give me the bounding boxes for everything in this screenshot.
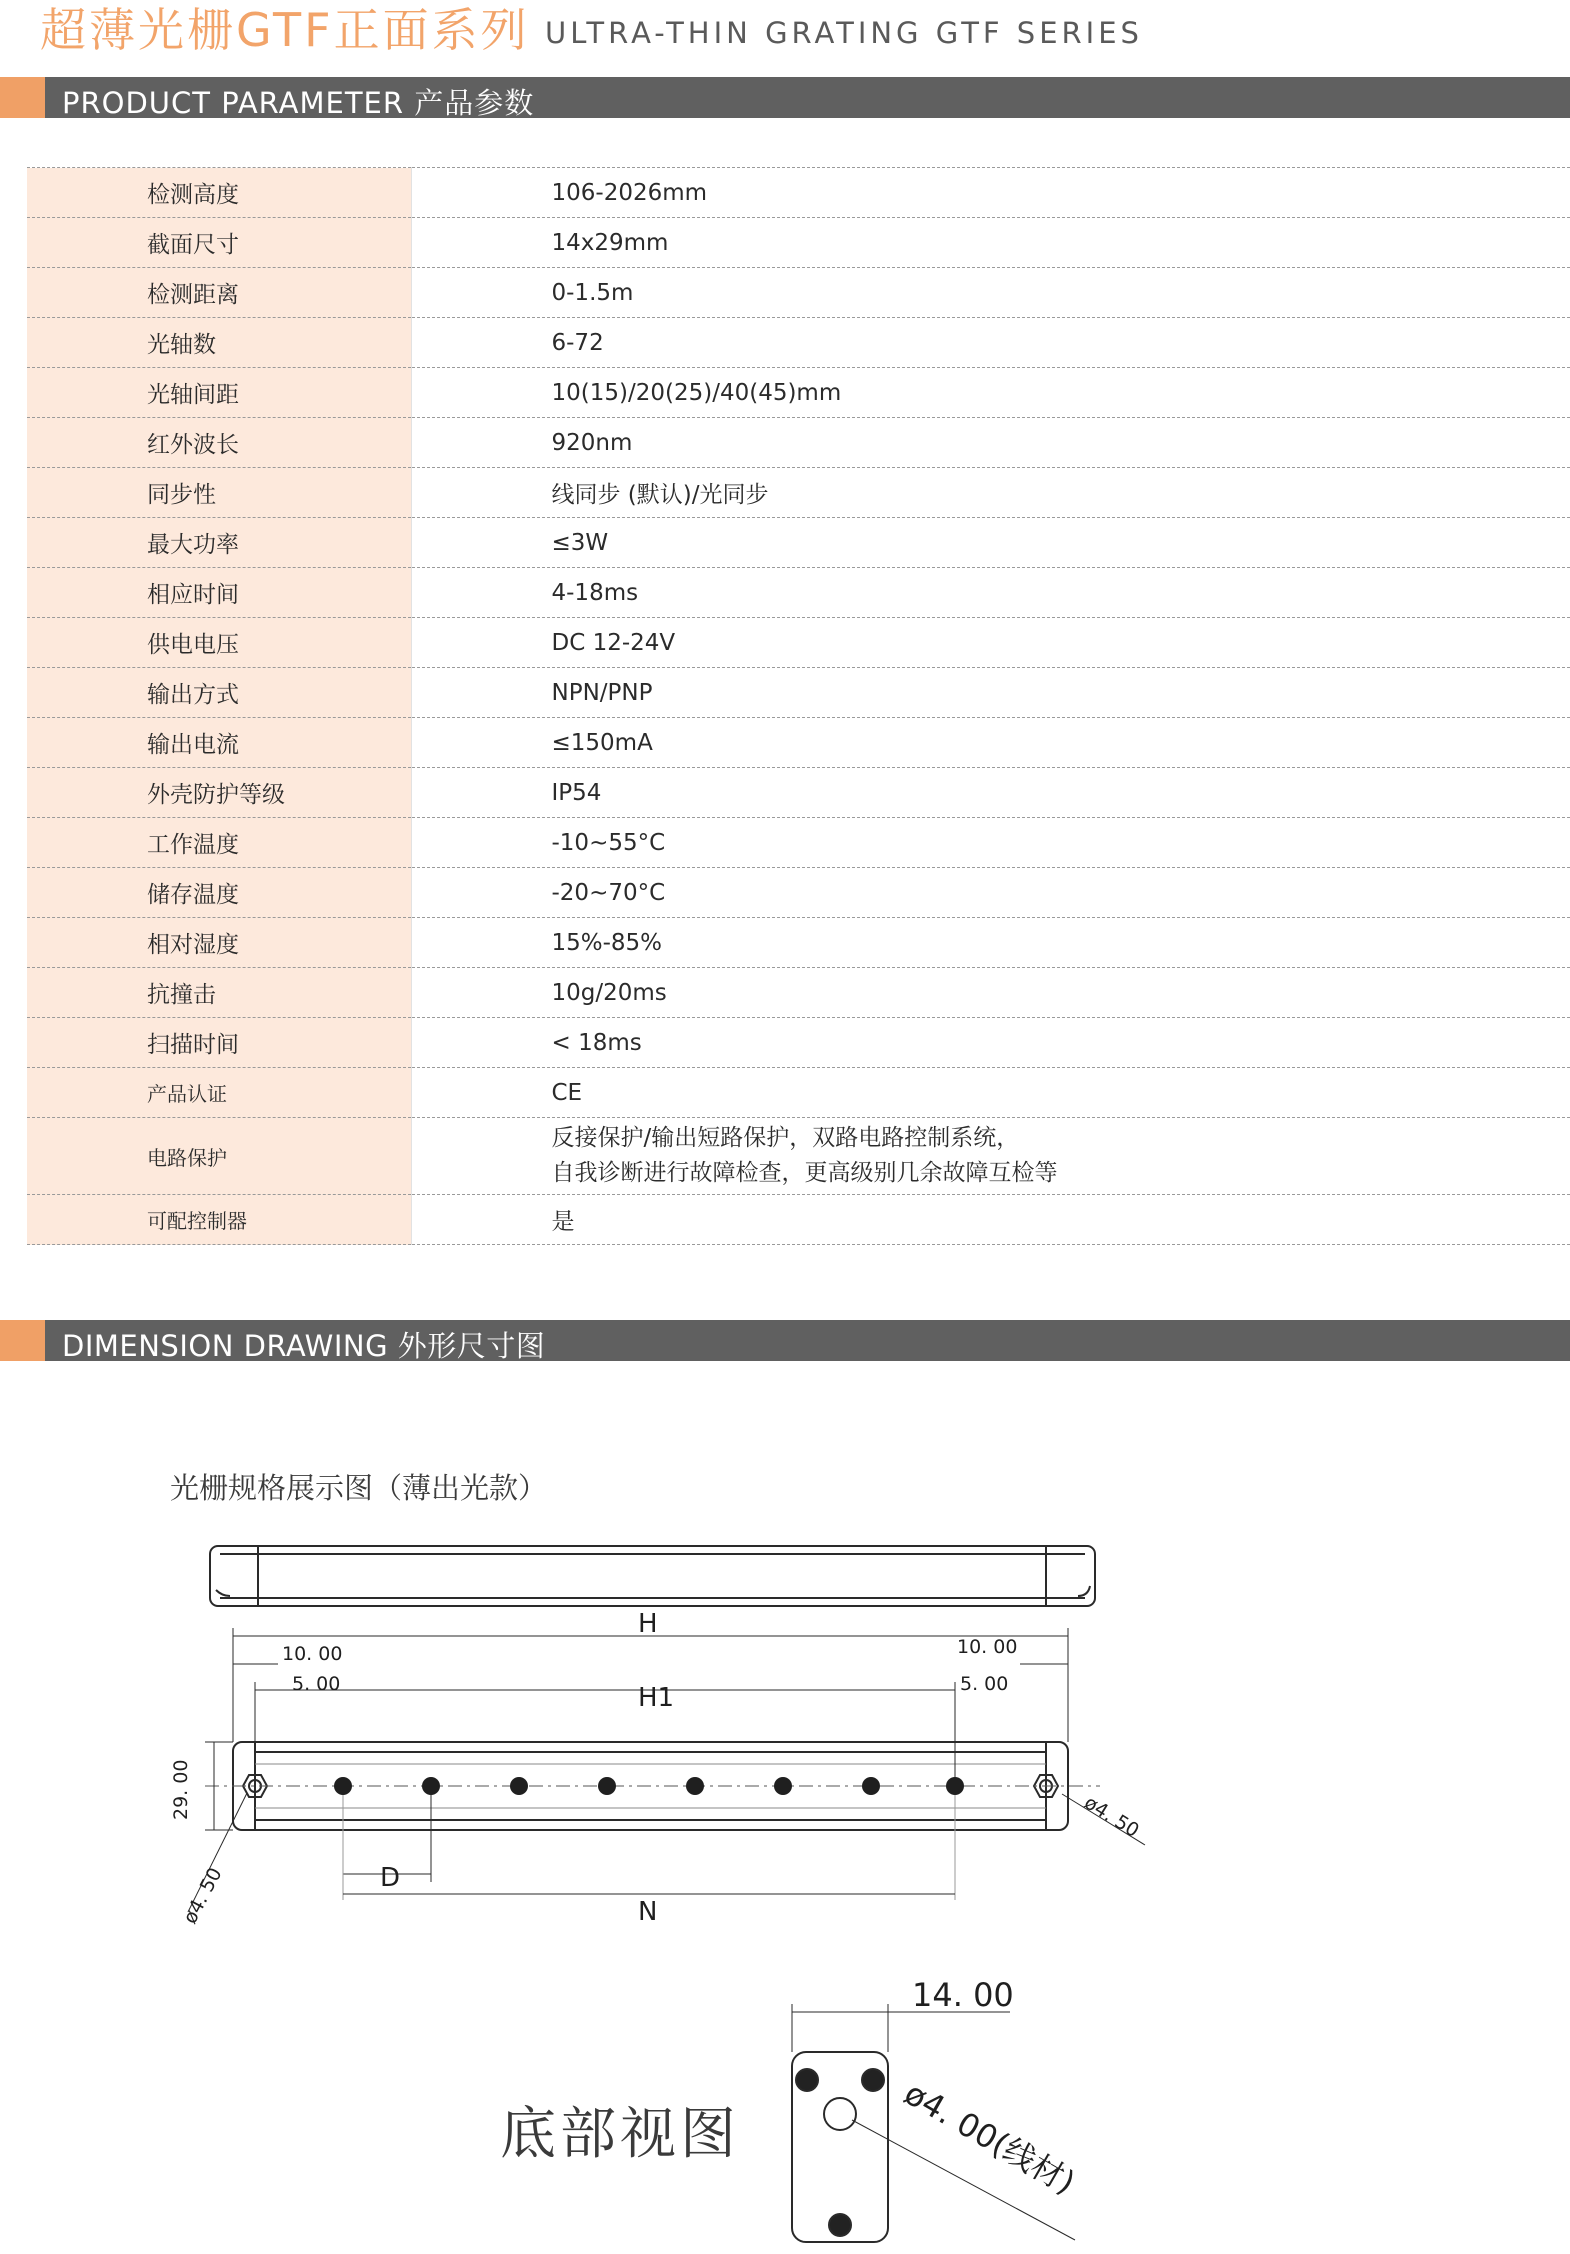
param-value: -10~55°C	[411, 818, 1570, 868]
table-row	[27, 1195, 1570, 1245]
page-title-cn: 超薄光栅GTF正面系列	[40, 3, 530, 57]
parameter-table	[27, 167, 1570, 1245]
param-label: 抗撞击	[27, 968, 411, 1018]
param-label: 输出电流	[27, 718, 411, 768]
dim-10-left: 10. 00	[282, 1643, 343, 1665]
table-row	[27, 268, 1570, 318]
table-row	[27, 468, 1570, 518]
table-row	[27, 168, 1570, 218]
param-label: 外壳防护等级	[27, 768, 411, 818]
table-row	[27, 968, 1570, 1018]
dim-label-n: N	[638, 1897, 658, 1927]
param-value: < 18ms	[411, 1018, 1570, 1068]
param-value: IP54	[411, 768, 1570, 818]
dim-label-h: H	[638, 1609, 658, 1639]
table-row	[27, 1018, 1570, 1068]
param-value: 线同步 (默认)/光同步	[411, 468, 1570, 518]
dim-cable: ø4. 00(线材)	[898, 2074, 1082, 2202]
param-value: 920nm	[411, 418, 1570, 468]
optical-axis-dot	[598, 1777, 616, 1795]
param-value: CE	[411, 1068, 1570, 1118]
table-row	[27, 368, 1570, 418]
table-row	[27, 318, 1570, 368]
param-value: 106-2026mm	[411, 168, 1570, 218]
param-label: 工作温度	[27, 818, 411, 868]
param-label: 产品认证	[27, 1068, 411, 1118]
drawing-caption: 光栅规格展示图（薄出光款）	[170, 1471, 548, 1505]
dim-14: 14. 00	[912, 1976, 1014, 2014]
param-label: 可配控制器	[27, 1195, 411, 1245]
optical-axis-dot	[946, 1777, 964, 1795]
section-bar-product-parameter	[0, 77, 1570, 118]
table-row	[27, 518, 1570, 568]
optical-axis-dot	[510, 1777, 528, 1795]
param-label: 输出方式	[27, 668, 411, 718]
param-value-line: 反接保护/输出短路保护，双路电路控制系统，	[551, 1125, 1020, 1151]
param-value: ≤150mA	[411, 718, 1570, 768]
dim-phi-right: ø4. 50	[1080, 1791, 1143, 1843]
dim-label-h1: H1	[638, 1683, 675, 1713]
optical-axis-dot	[686, 1777, 704, 1795]
param-value: 15%-85%	[411, 918, 1570, 968]
param-label: 光轴间距	[27, 368, 411, 418]
dim-label-d: D	[380, 1863, 401, 1893]
dim-5-left: 5. 00	[292, 1673, 341, 1695]
param-label: 同步性	[27, 468, 411, 518]
table-row	[27, 768, 1570, 818]
param-value: 14x29mm	[411, 218, 1570, 268]
param-value-multiline	[411, 1118, 1570, 1195]
param-value: 6-72	[411, 318, 1570, 368]
param-value: 4-18ms	[411, 568, 1570, 618]
table-row	[27, 868, 1570, 918]
param-label: 电路保护	[27, 1118, 411, 1195]
dim-29: 29. 00	[170, 1759, 192, 1820]
param-label: 红外波长	[27, 418, 411, 468]
dim-10-right: 10. 00	[957, 1636, 1018, 1658]
table-row	[27, 718, 1570, 768]
page-title-en: ULTRA-THIN GRATING GTF SERIES	[545, 16, 1143, 50]
table-row	[27, 668, 1570, 718]
dim-5-right: 5. 00	[960, 1673, 1009, 1695]
section-accent	[0, 77, 45, 118]
param-value: 10g/20ms	[411, 968, 1570, 1018]
param-value: 0-1.5m	[411, 268, 1570, 318]
section-bar-dimension-drawing	[0, 1320, 1570, 1361]
param-value: 10(15)/20(25)/40(45)mm	[411, 368, 1570, 418]
table-row	[27, 818, 1570, 868]
section-title-dimension: DIMENSION DRAWING 外形尺寸图	[62, 1329, 546, 1363]
dimension-drawing	[0, 1400, 1570, 2254]
param-label: 截面尺寸	[27, 218, 411, 268]
param-label: 储存温度	[27, 868, 411, 918]
param-value: DC 12-24V	[411, 618, 1570, 668]
dim-phi-left: ø4. 50	[178, 1864, 227, 1928]
bottom-view-caption: 底部视图	[500, 2102, 740, 2167]
param-label: 检测距离	[27, 268, 411, 318]
param-label: 扫描时间	[27, 1018, 411, 1068]
optical-axis-dot	[774, 1777, 792, 1795]
param-value: -20~70°C	[411, 868, 1570, 918]
cable-outlet	[824, 2098, 856, 2130]
section-accent	[0, 1320, 45, 1361]
table-row	[27, 218, 1570, 268]
optical-axis-dot	[862, 1777, 880, 1795]
param-label: 检测高度	[27, 168, 411, 218]
param-value-line: 自我诊断进行故障检查，更高级别几余故障互检等	[551, 1160, 1058, 1186]
technical-drawing-svg	[0, 1400, 1570, 2254]
table-row	[27, 918, 1570, 968]
param-label: 光轴数	[27, 318, 411, 368]
param-label: 最大功率	[27, 518, 411, 568]
table-row	[27, 1068, 1570, 1118]
table-row	[27, 1118, 1570, 1195]
param-value: ≤3W	[411, 518, 1570, 568]
optical-axis-dot	[334, 1777, 352, 1795]
table-row	[27, 568, 1570, 618]
param-value: 是	[411, 1195, 1570, 1245]
param-label: 相应时间	[27, 568, 411, 618]
section-title-params: PRODUCT PARAMETER 产品参数	[62, 86, 535, 120]
table-row	[27, 418, 1570, 468]
param-value: NPN/PNP	[411, 668, 1570, 718]
param-label: 相对湿度	[27, 918, 411, 968]
param-label: 供电电压	[27, 618, 411, 668]
table-row	[27, 618, 1570, 668]
optical-axis-dot	[422, 1777, 440, 1795]
